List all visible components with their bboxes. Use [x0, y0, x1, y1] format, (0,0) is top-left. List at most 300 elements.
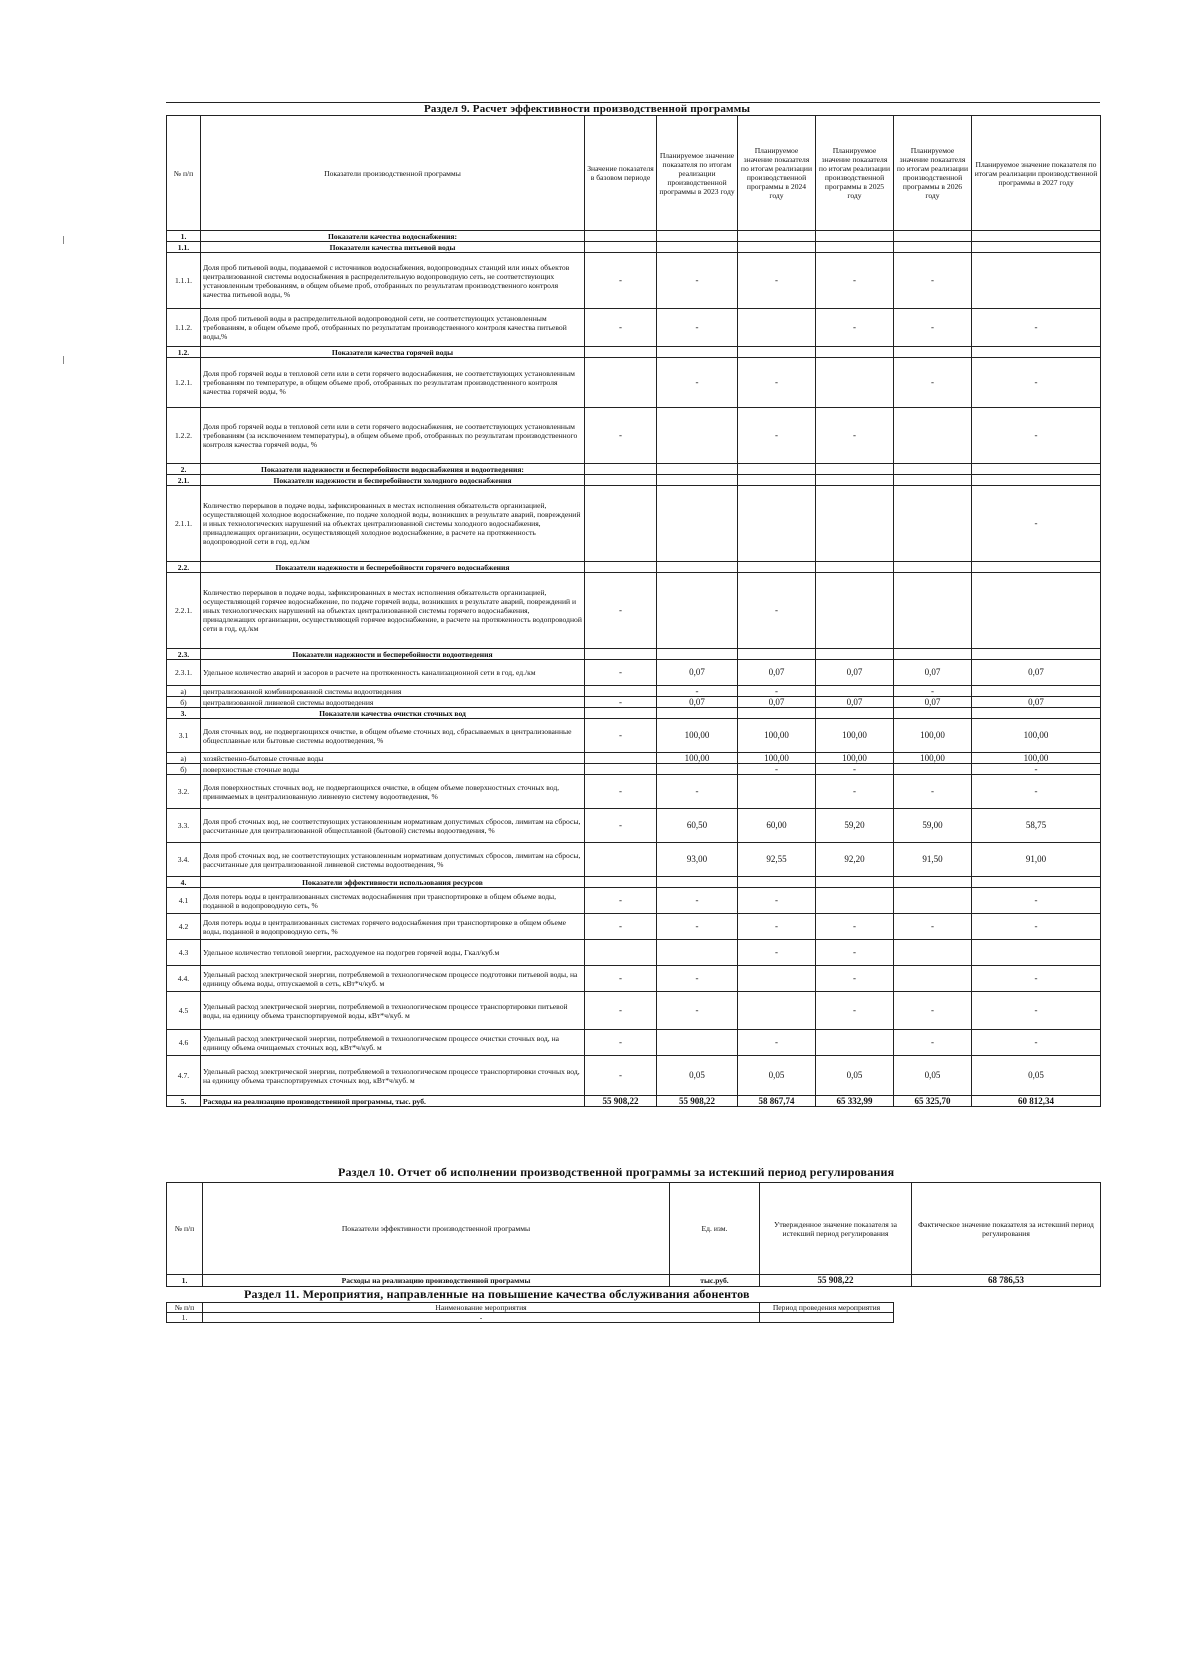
table-row	[167, 408, 1101, 464]
row-value: -	[657, 775, 738, 809]
row-value: -	[657, 966, 738, 992]
row-value	[585, 464, 657, 475]
row-value	[816, 877, 894, 888]
col-header: Ед. изм.	[670, 1183, 760, 1275]
row-value: 0,05	[816, 1056, 894, 1096]
table-row	[167, 843, 1101, 877]
col-header: Наименование мероприятия	[203, 1303, 760, 1313]
row-value: 58,75	[972, 809, 1101, 843]
row-value: -	[972, 966, 1101, 992]
row-value: 0,07	[816, 697, 894, 708]
row-value: 91,50	[894, 843, 972, 877]
row-value: -	[738, 940, 816, 966]
table-row	[167, 660, 1101, 686]
row-value	[972, 562, 1101, 573]
row-indicator: централизованной ливневой системы водоотведения	[201, 697, 585, 708]
table-row	[167, 719, 1101, 753]
row-value: 60,50	[657, 809, 738, 843]
row-measure: -	[203, 1313, 760, 1323]
row-value: -	[738, 408, 816, 464]
row-indicator: Удельный расход электрической энергии, потребляемой в технологическом процессе транспортировки сточных вод, на единицу объема транспортируемых сточных вод, кВт*ч/куб. м	[201, 1056, 585, 1096]
row-number: 3.3.	[167, 809, 201, 843]
row-number: 2.1.1.	[167, 486, 201, 562]
col-header: № п/п	[167, 1183, 203, 1275]
section10-table	[166, 1182, 1101, 1287]
row-value	[894, 877, 972, 888]
row-number: 2.	[167, 464, 201, 475]
row-number: 1.	[167, 1313, 203, 1323]
row-value: -	[585, 992, 657, 1030]
row-value	[738, 708, 816, 719]
row-number: б)	[167, 764, 201, 775]
row-value: -	[816, 764, 894, 775]
row-number: 4.4.	[167, 966, 201, 992]
row-period	[760, 1313, 894, 1323]
row-indicator: Доля проб горячей воды в тепловой сети или в сети горячего водоснабжения, не соответствующих установленным требованиям (за исключением температуры), в общем объеме проб, отобранных по результатам производственного контроля качества горячей воды, %	[201, 408, 585, 464]
row-indicator: Показатели качества питьевой воды	[201, 242, 585, 253]
row-value	[816, 347, 894, 358]
row-indicator: Показатели качества горячей воды	[201, 347, 585, 358]
row-value	[738, 562, 816, 573]
row-value	[972, 464, 1101, 475]
row-number: 4.3	[167, 940, 201, 966]
section-header-row	[167, 649, 1101, 660]
row-value: 59,20	[816, 809, 894, 843]
row-value	[816, 888, 894, 914]
row-number: 4.1	[167, 888, 201, 914]
row-value	[657, 573, 738, 649]
row-value	[657, 347, 738, 358]
row-value	[894, 888, 972, 914]
row-value	[657, 464, 738, 475]
row-value: -	[972, 992, 1101, 1030]
row-value: -	[585, 1056, 657, 1096]
section11-table	[166, 1302, 894, 1323]
row-number: 3.4.	[167, 843, 201, 877]
row-value	[585, 475, 657, 486]
row-value: 58 867,74	[738, 1096, 816, 1107]
row-value	[972, 347, 1101, 358]
col-header: Планируемое значение показателя по итогам реализации производственной программы в 2024 году	[738, 116, 816, 231]
row-number: 1.1.2.	[167, 309, 201, 347]
row-value	[972, 686, 1101, 697]
row-indicator: Доля проб сточных вод, не соответствующих установленным нормативам допустимых сбросов, лимитам на сбросы, рассчитанные для централизованной общесплавной (бытовой) системы водоотведения, %	[201, 809, 585, 843]
section11-header-row	[167, 1303, 894, 1313]
row-value: -	[738, 253, 816, 309]
section9-table	[166, 115, 1101, 1107]
row-value: 100,00	[816, 753, 894, 764]
table-row	[167, 966, 1101, 992]
row-value: -	[738, 358, 816, 408]
row-value: 100,00	[972, 719, 1101, 753]
row-value	[585, 562, 657, 573]
row-indicator: Показатели надежности и бесперебойности водоснабжения и водоотведения:	[201, 464, 585, 475]
row-value	[816, 486, 894, 562]
row-indicator: Доля проб сточных вод, не соответствующих установленным нормативам допустимых сбросов, лимитам на сбросы, рассчитанные для централизованной ливневой системы водоотведения, %	[201, 843, 585, 877]
row-number: 5.	[167, 1096, 201, 1107]
row-number: 4.5	[167, 992, 201, 1030]
row-value: -	[738, 764, 816, 775]
row-value	[738, 966, 816, 992]
row-value: 0,07	[738, 697, 816, 708]
col-header: Значение показателя в базовом периоде	[585, 116, 657, 231]
table-row	[167, 1275, 1101, 1287]
row-value: -	[816, 309, 894, 347]
row-value	[585, 686, 657, 697]
row-value: 59,00	[894, 809, 972, 843]
row-value	[585, 753, 657, 764]
row-value	[816, 573, 894, 649]
row-indicator: хозяйственно-бытовые сточные воды	[201, 753, 585, 764]
row-value: -	[972, 888, 1101, 914]
row-value: 100,00	[894, 719, 972, 753]
row-value: 0,07	[738, 660, 816, 686]
row-value: -	[738, 1030, 816, 1056]
row-value: 0,07	[972, 660, 1101, 686]
row-value: 100,00	[894, 753, 972, 764]
row-value: -	[972, 309, 1101, 347]
table-row	[167, 888, 1101, 914]
scan-mark	[63, 356, 64, 364]
row-number: 2.3.	[167, 649, 201, 660]
row-value: 0,07	[894, 697, 972, 708]
row-value	[816, 686, 894, 697]
row-value: 0,07	[894, 660, 972, 686]
row-number: 1.2.1.	[167, 358, 201, 408]
table-row	[167, 309, 1101, 347]
section11-title: Раздел 11. Мероприятия, направленные на повышение качества обслуживания абонентов	[244, 1287, 750, 1301]
row-indicator: Показатели качества водоснабжения:	[201, 231, 585, 242]
row-value: -	[585, 775, 657, 809]
row-value	[738, 775, 816, 809]
row-value: 55 908,22	[585, 1096, 657, 1107]
row-value: -	[657, 992, 738, 1030]
table-row	[167, 940, 1101, 966]
row-indicator: Доля потерь воды в централизованных системах водоснабжения при транспортировке в общем объеме воды, поданной в водопроводную сеть, %	[201, 888, 585, 914]
row-value: -	[972, 764, 1101, 775]
row-number: 2.3.1.	[167, 660, 201, 686]
row-value: -	[972, 914, 1101, 940]
row-value	[816, 1030, 894, 1056]
table-row	[167, 486, 1101, 562]
row-value: 60 812,34	[972, 1096, 1101, 1107]
row-value	[738, 464, 816, 475]
row-value	[894, 242, 972, 253]
row-value: -	[585, 660, 657, 686]
row-value: -	[585, 809, 657, 843]
row-value: 100,00	[972, 753, 1101, 764]
row-value	[816, 562, 894, 573]
section-header-row	[167, 708, 1101, 719]
row-value: 92,20	[816, 843, 894, 877]
table-row	[167, 992, 1101, 1030]
col-header: Показатели эффективности производственной программы	[203, 1183, 670, 1275]
row-number: 2.1.	[167, 475, 201, 486]
row-value: -	[585, 888, 657, 914]
row-value	[972, 475, 1101, 486]
row-value	[894, 649, 972, 660]
row-value	[585, 708, 657, 719]
table-row	[167, 1030, 1101, 1056]
row-value	[972, 877, 1101, 888]
row-value: 65 332,99	[816, 1096, 894, 1107]
row-value	[972, 573, 1101, 649]
row-value: 92,55	[738, 843, 816, 877]
row-value: -	[894, 1030, 972, 1056]
scan-mark	[63, 236, 64, 244]
row-value: -	[894, 358, 972, 408]
table-row	[167, 764, 1101, 775]
row-value: -	[816, 914, 894, 940]
section-header-row	[167, 562, 1101, 573]
row-value: -	[585, 719, 657, 753]
row-number: 1.1.	[167, 242, 201, 253]
row-indicator: Доля проб питьевой воды в распределительной водопроводной сети, не соответствующих установленным требованиям, в общем объеме проб, отобранных по результатам производственного контроля качества питьевой воды,%	[201, 309, 585, 347]
row-value: 65 325,70	[894, 1096, 972, 1107]
row-indicator: Удельный расход электрической энергии, потребляемой в технологическом процессе транспортировки питьевой воды, на единицу объема транспортируемой воды, кВт*ч/куб. м	[201, 992, 585, 1030]
row-value: 100,00	[738, 719, 816, 753]
row-number: 4.7.	[167, 1056, 201, 1096]
row-value	[657, 231, 738, 242]
row-value	[894, 940, 972, 966]
section-header-row	[167, 242, 1101, 253]
row-value	[972, 253, 1101, 309]
row-value	[585, 764, 657, 775]
table-row	[167, 573, 1101, 649]
row-value	[738, 877, 816, 888]
col-header: Фактическое значение показателя за истекший период регулирования	[912, 1183, 1101, 1275]
row-value: -	[894, 253, 972, 309]
row-value: -	[816, 775, 894, 809]
section10-header-row	[167, 1183, 1101, 1275]
row-number: 4.2	[167, 914, 201, 940]
row-actual: 68 786,53	[912, 1275, 1101, 1287]
row-value: -	[585, 697, 657, 708]
row-value	[972, 940, 1101, 966]
col-header: № п/п	[167, 1303, 203, 1313]
row-value	[816, 464, 894, 475]
row-value: -	[657, 914, 738, 940]
section9-title: Раздел 9. Расчет эффективности производственной программы	[424, 103, 751, 115]
row-value	[657, 877, 738, 888]
row-value	[738, 486, 816, 562]
section-header-row	[167, 347, 1101, 358]
row-number: а)	[167, 753, 201, 764]
row-value: 0,07	[657, 660, 738, 686]
row-number: 4.6	[167, 1030, 201, 1056]
row-number: 3.	[167, 708, 201, 719]
row-number: 1.1.1.	[167, 253, 201, 309]
row-value	[738, 309, 816, 347]
row-indicator: Доля сточных вод, не подвергающихся очистке, в общем объеме сточных вод, сбрасываемых в централизованные общесплавные или бытовые системы водоотведения, %	[201, 719, 585, 753]
row-value	[894, 966, 972, 992]
row-value	[738, 347, 816, 358]
row-value: 60,00	[738, 809, 816, 843]
row-value: -	[738, 573, 816, 649]
row-indicator: Удельный расход электрической энергии, потребляемой в технологическом процессе очистки сточных вод, на единицу объема очищаемых сточных вод, кВт*ч/куб. м	[201, 1030, 585, 1056]
row-value	[738, 231, 816, 242]
row-value	[585, 649, 657, 660]
section10-title: Раздел 10. Отчет об исполнении производственной программы за истекший период регулирования	[338, 1165, 895, 1179]
row-value	[585, 877, 657, 888]
row-number: 3.1	[167, 719, 201, 753]
row-value	[894, 347, 972, 358]
table-row	[167, 809, 1101, 843]
row-value	[894, 764, 972, 775]
row-value: -	[816, 940, 894, 966]
row-value: -	[972, 358, 1101, 408]
col-header: Планируемое значение показателя по итогам реализации производственной программы в 2023 году	[657, 116, 738, 231]
row-indicator: Количество перерывов в подаче воды, зафиксированных в местах исполнения обязательств организацией, осуществляющей холодное водоснабжение, по подаче холодной воды, возникших в результате аварий, повреждений и иных технологических нарушений на объектах централизованной системы холодного водоснабжения, принадлежащих организации, осуществляющей холодное водоснабжение, в расчете на протяженность водопроводной сети в год, ед./км	[201, 486, 585, 562]
row-value	[738, 649, 816, 660]
row-value	[585, 347, 657, 358]
row-indicator: поверхностные сточные воды	[201, 764, 585, 775]
row-value: -	[894, 992, 972, 1030]
row-value: -	[738, 686, 816, 697]
row-number: 3.2.	[167, 775, 201, 809]
row-value: -	[972, 408, 1101, 464]
section-header-row	[167, 231, 1101, 242]
row-indicator: Доля потерь воды в централизованных системах горячего водоснабжения при транспортировке в общем объеме воды, поданной в водопроводную сеть, %	[201, 914, 585, 940]
col-header: Показатели производственной программы	[201, 116, 585, 231]
row-value: 0,07	[972, 697, 1101, 708]
table-row	[167, 1056, 1101, 1096]
row-indicator: Доля проб горячей воды в тепловой сети или в сети горячего водоснабжения, не соответствующих установленным требованиям по температуре, в общем объеме проб, отобранных по результатам производственного контроля качества горячей воды, %	[201, 358, 585, 408]
row-value	[894, 464, 972, 475]
col-header: Утвержденное значение показателя за истекший период регулирования	[760, 1183, 912, 1275]
row-value: -	[585, 573, 657, 649]
row-value	[657, 940, 738, 966]
row-value: 0,07	[816, 660, 894, 686]
row-value	[657, 486, 738, 562]
table-row	[167, 686, 1101, 697]
row-indicator: Показатели качества очистки сточных вод	[201, 708, 585, 719]
row-value	[585, 843, 657, 877]
row-value	[585, 231, 657, 242]
row-indicator: Показатели эффективности использования ресурсов	[201, 877, 585, 888]
row-value: -	[657, 309, 738, 347]
table-row	[167, 253, 1101, 309]
row-value: -	[972, 1030, 1101, 1056]
row-value: -	[894, 775, 972, 809]
row-indicator: Доля поверхностных сточных вод, не подвергающихся очистке, в общем объеме поверхностных сточных вод, принимаемых в централизованную ливневую систему водоотведения, %	[201, 775, 585, 809]
table-row	[167, 914, 1101, 940]
col-header: Планируемое значение показателя по итогам реализации производственной программы в 2027 году	[972, 116, 1101, 231]
row-indicator: Показатели надежности и бесперебойности холодного водоснабжения	[201, 475, 585, 486]
row-value: 100,00	[738, 753, 816, 764]
row-value: -	[585, 309, 657, 347]
row-indicator: Показатели надежности и бесперебойности горячего водоснабжения	[201, 562, 585, 573]
row-value: 0,05	[972, 1056, 1101, 1096]
row-value	[657, 708, 738, 719]
row-value	[816, 649, 894, 660]
row-value: -	[816, 253, 894, 309]
row-value	[585, 242, 657, 253]
row-number: 2.2.1.	[167, 573, 201, 649]
row-value	[894, 475, 972, 486]
row-value: -	[585, 914, 657, 940]
row-value	[894, 408, 972, 464]
row-value: -	[657, 888, 738, 914]
row-value	[816, 242, 894, 253]
section-header-row	[167, 877, 1101, 888]
row-approved: 55 908,22	[760, 1275, 912, 1287]
row-value: -	[657, 686, 738, 697]
row-value: 55 908,22	[657, 1096, 738, 1107]
row-indicator: централизованной комбинированной системы водоотведения	[201, 686, 585, 697]
row-value	[657, 764, 738, 775]
row-value: -	[972, 486, 1101, 562]
row-value	[585, 486, 657, 562]
row-number: 1.2.2.	[167, 408, 201, 464]
col-header: № п/п	[167, 116, 201, 231]
row-number: 1.2.	[167, 347, 201, 358]
row-number: б)	[167, 697, 201, 708]
row-value: -	[585, 408, 657, 464]
row-value: -	[972, 775, 1101, 809]
row-value: 0,05	[738, 1056, 816, 1096]
row-value: -	[585, 253, 657, 309]
row-value	[585, 358, 657, 408]
row-number: 1.	[167, 231, 201, 242]
section-header-row	[167, 475, 1101, 486]
row-value	[972, 649, 1101, 660]
row-value	[972, 242, 1101, 253]
row-value: 100,00	[657, 719, 738, 753]
row-indicator: Показатели надежности и бесперебойности водоотведения	[201, 649, 585, 660]
row-number: а)	[167, 686, 201, 697]
section9-header-row	[167, 116, 1101, 231]
row-unit: тыс.руб.	[670, 1275, 760, 1287]
row-value	[894, 486, 972, 562]
row-value	[657, 242, 738, 253]
row-number: 1.	[167, 1275, 203, 1287]
row-value	[657, 649, 738, 660]
row-value: 93,00	[657, 843, 738, 877]
row-value: 0,07	[657, 697, 738, 708]
row-indicator: Удельное количество аварий и засоров в расчете на протяженность канализационной сети в год, ед./км	[201, 660, 585, 686]
row-value: 91,00	[972, 843, 1101, 877]
row-value	[972, 231, 1101, 242]
row-value: -	[585, 966, 657, 992]
row-number: 4.	[167, 877, 201, 888]
row-value: -	[585, 1030, 657, 1056]
row-value	[657, 408, 738, 464]
row-value: -	[816, 408, 894, 464]
row-value: 0,05	[894, 1056, 972, 1096]
row-value: -	[816, 992, 894, 1030]
row-value: 0,05	[657, 1056, 738, 1096]
row-indicator: Удельное количество тепловой энергии, расходуемое на подогрев горячей воды, Гкал/куб.м	[201, 940, 585, 966]
col-header: Период проведения мероприятия	[760, 1303, 894, 1313]
row-value: -	[894, 686, 972, 697]
row-value: -	[816, 966, 894, 992]
section-header-row	[167, 464, 1101, 475]
row-indicator: Расходы на реализацию производственной программы, тыс. руб.	[201, 1096, 585, 1107]
row-indicator: Количество перерывов в подаче воды, зафиксированных в местах исполнения обязательств организацией, осуществляющей горячее водоснабжение, по подаче горячей воды, возникших в результате аварий, повреждений и иных технологических нарушений на объектах централизованной системы горячего водоснабжения, принадлежащих организации, осуществляющей горячее водоснабжение, в расчете на протяженность водопроводной сети в год, ед./км	[201, 573, 585, 649]
row-value: 100,00	[816, 719, 894, 753]
row-value	[816, 708, 894, 719]
row-value	[738, 475, 816, 486]
col-header: Планируемое значение показателя по итогам реализации производственной программы в 2026 году	[894, 116, 972, 231]
row-value: -	[894, 309, 972, 347]
row-value	[816, 231, 894, 242]
col-header: Планируемое значение показателя по итогам реализации производственной программы в 2025 году	[816, 116, 894, 231]
row-value	[585, 940, 657, 966]
row-value: -	[738, 914, 816, 940]
row-value	[894, 573, 972, 649]
row-value	[657, 475, 738, 486]
